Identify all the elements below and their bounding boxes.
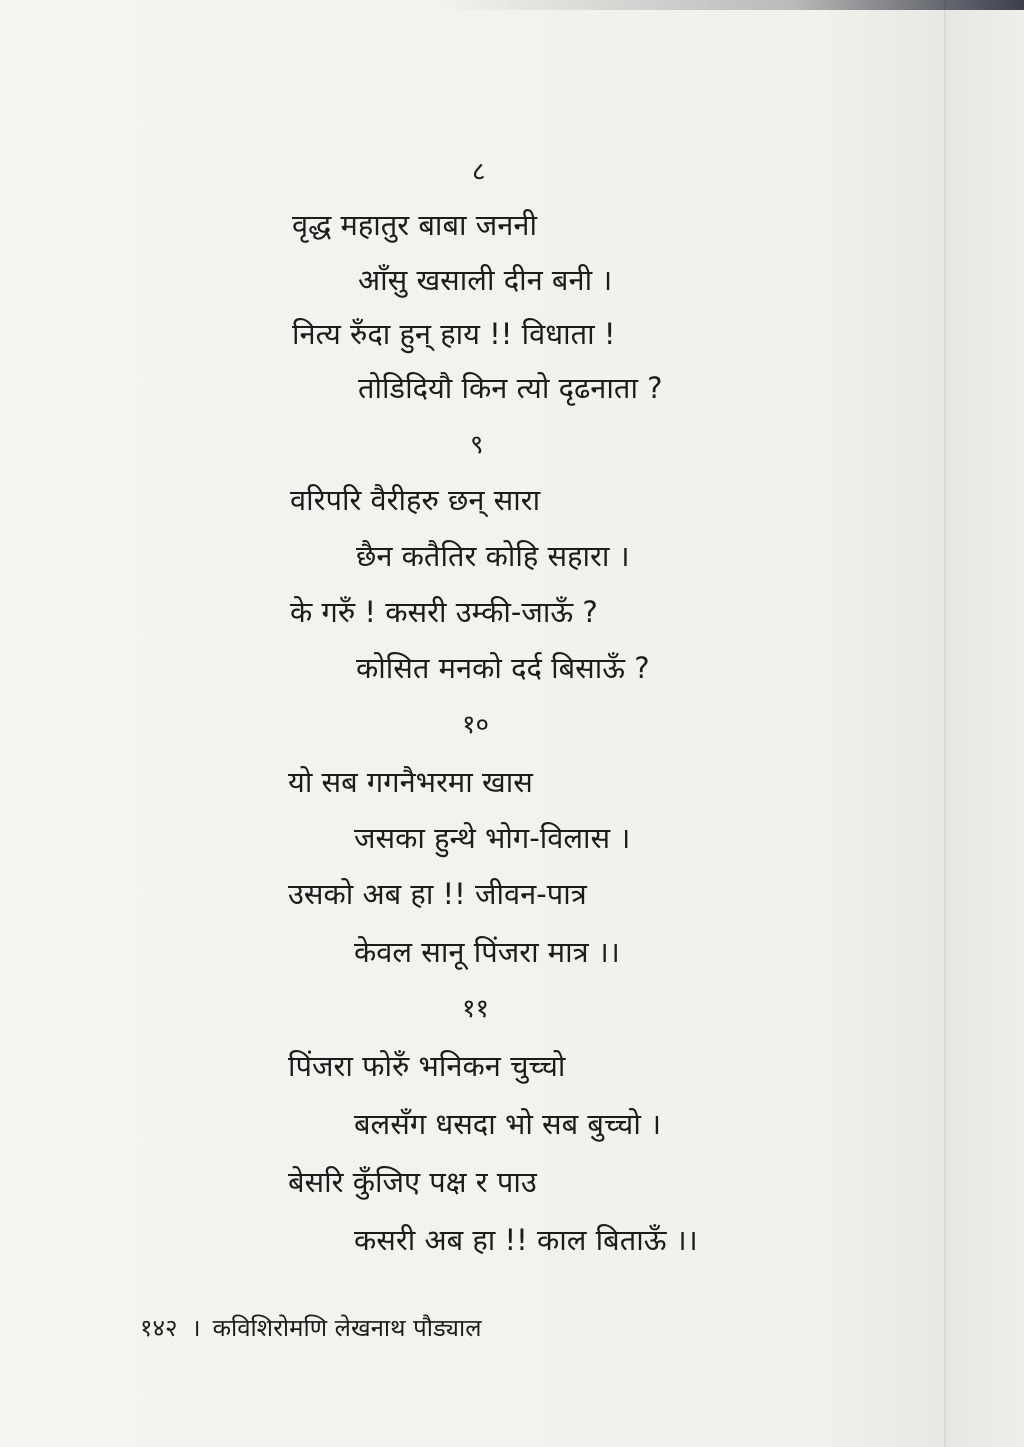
poem-line: वृद्ध महातुर बाबा जननी bbox=[292, 208, 537, 242]
poem-line: यो सब गगनैभरमा खास bbox=[288, 765, 533, 799]
page-footer bbox=[140, 1310, 482, 1346]
poem-line: केवल सानू पिंजरा मात्र ।। bbox=[354, 935, 620, 969]
book-title: कविशिरोमणि लेखनाथ पौड्याल bbox=[212, 1314, 482, 1342]
poem-line: छैन कतैतिर कोहि सहारा । bbox=[356, 539, 630, 573]
poem-line: वरिपरि वैरीहरु छन् सारा bbox=[290, 483, 541, 517]
poem-line: पिंजरा फोरुँ भनिकन चुच्चो bbox=[288, 1049, 566, 1083]
footer-separator: । bbox=[191, 1314, 201, 1342]
stanza-number: १० bbox=[462, 710, 490, 740]
stanza-number: ८ bbox=[472, 157, 486, 187]
poem-line: कसरी अब हा !! काल बिताऊँ ।। bbox=[354, 1223, 698, 1257]
page-number: १४२ bbox=[140, 1314, 178, 1342]
poem-line: आँसु खसाली दीन बनी । bbox=[358, 263, 613, 297]
poem-line: जसका हुन्थे भोग-विलास । bbox=[354, 821, 631, 855]
poem-line: बेसरि कुँजिए पक्ष र पाउ bbox=[288, 1165, 537, 1199]
poem-line: तोडिदियौ किन त्यो दृढनाता ? bbox=[358, 371, 663, 405]
poem-line: के गरुँ ! कसरी उम्की-जाऊँ ? bbox=[290, 595, 598, 629]
poem-line: उसको अब हा !! जीवन-पात्र bbox=[288, 877, 587, 911]
poem-line: नित्य रुँदा हुन् हाय !! विधाता ! bbox=[292, 317, 616, 351]
stanza-number: ९ bbox=[470, 430, 484, 460]
poem-line: बलसँग धसदा भो सब बुच्चो । bbox=[354, 1107, 662, 1141]
poem-line: कोसित मनको दर्द बिसाऊँ ? bbox=[356, 651, 650, 685]
page-top-edge bbox=[440, 0, 1024, 10]
page-fold-line bbox=[944, 0, 946, 1447]
stanza-number: ११ bbox=[462, 994, 490, 1024]
